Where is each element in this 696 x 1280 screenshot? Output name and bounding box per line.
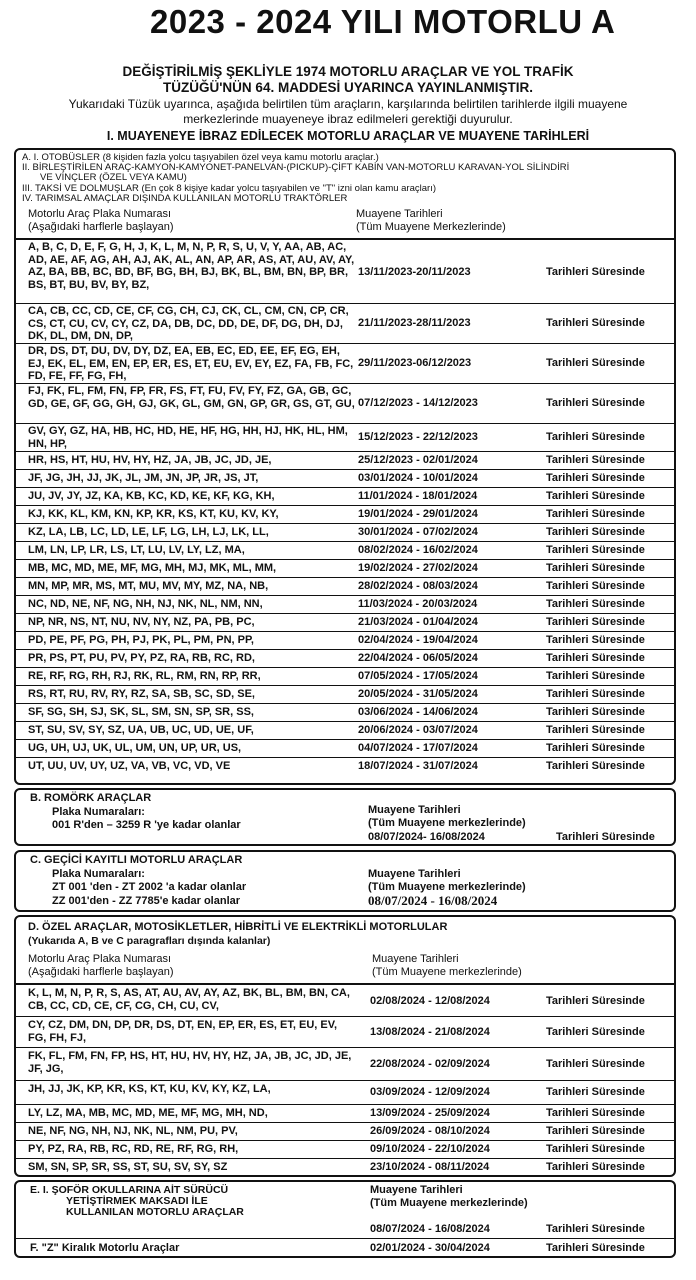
plate-letters: ST, SU, SV, SY, SZ, UA, UB, UC, UD, UE, UF, <box>28 724 254 736</box>
inspection-dates: 29/11/2023-06/12/2023 <box>358 357 472 369</box>
inspection-dates: 26/09/2024 - 08/10/2024 <box>370 1125 490 1137</box>
section-f-suffix: Tarihleri Süresinde <box>546 1242 645 1254</box>
plate-letters: HR, HS, HT, HU, HV, HY, HZ, JA, JB, JC, JD, JE, <box>28 454 272 466</box>
table-row <box>16 487 674 505</box>
table-row <box>16 1104 674 1122</box>
section-d-header-plates-2: (Aşağıdaki harflerle başlayan) <box>28 966 174 978</box>
dates-suffix: Tarihleri Süresinde <box>546 508 645 520</box>
table-row <box>16 667 674 685</box>
header-plates <box>28 208 174 234</box>
table-row <box>16 595 674 613</box>
plate-letters: NC, ND, NE, NF, NG, NH, NJ, NK, NL, NM, NN, <box>28 598 263 610</box>
section-e-header-2: (Tüm Muayene merkezlerinde) <box>370 1197 528 1209</box>
inspection-dates: 15/12/2023 - 22/12/2023 <box>358 431 478 443</box>
inspection-dates: 28/02/2024 - 08/03/2024 <box>358 580 478 592</box>
table-row <box>16 238 674 303</box>
subtitle-line-2: TÜZÜĞÜ'NÜN 64. MADDESİ UYARINCA YAYINLANMIŞTIR. <box>162 80 533 95</box>
section-e-suffix: Tarihleri Süresinde <box>546 1223 645 1235</box>
page-title: 2023 - 2024 YILI MOTORLU A <box>150 3 616 40</box>
subtitle-line-1: DEĞİŞTİRİLMİŞ ŞEKLİYLE 1974 MOTORLU ARAÇLAR VE YOL TRAFİK <box>122 64 574 79</box>
dates-suffix: Tarihleri Süresinde <box>546 472 645 484</box>
inspection-dates: 02/08/2024 - 12/08/2024 <box>370 995 490 1007</box>
section-e-box <box>14 1180 676 1258</box>
table-row <box>16 983 674 1016</box>
dates-suffix: Tarihleri Süresinde <box>546 760 645 772</box>
section-c-label: Plaka Numaraları: <box>52 868 145 880</box>
table-row <box>16 649 674 667</box>
inspection-dates: 21/03/2024 - 01/04/2024 <box>358 616 478 628</box>
section-d-header-plates-1: Motorlu Araç Plaka Numarası <box>28 953 172 965</box>
header-dates-line-1: Muayene Tarihleri <box>356 208 443 220</box>
dates-suffix: Tarihleri Süresinde <box>546 598 645 610</box>
dates-suffix: Tarihleri Süresinde <box>546 317 645 329</box>
inspection-dates: 07/05/2024 - 17/05/2024 <box>358 670 478 682</box>
plate-letters: PY, PZ, RA, RB, RC, RD, RE, RF, RG, RH, <box>28 1143 239 1155</box>
plate-letters: SM, SN, SP, SR, SS, ST, SU, SV, SY, SZ <box>28 1161 228 1173</box>
table-row <box>16 613 674 631</box>
inspection-dates: 13/09/2024 - 25/09/2024 <box>370 1107 490 1119</box>
section-heading: I. MUAYENEYE İBRAZ EDİLECEK MOTORLU ARAÇLAR VE MUAYENE TARİHLERİ <box>106 129 590 143</box>
inspection-dates: 03/01/2024 - 10/01/2024 <box>358 472 478 484</box>
table-row <box>16 523 674 541</box>
section-e-title-2: YETİŞTİRMEK MAKSADI İLE <box>66 1195 208 1207</box>
inspection-dates: 23/10/2024 - 08/11/2024 <box>370 1161 490 1173</box>
section-c-range-1: ZT 001 'den - ZT 2002 'a kadar olanlar <box>52 881 247 893</box>
inspection-dates: 04/07/2024 - 17/07/2024 <box>358 742 478 754</box>
section-e-title-3: KULLANILAN MOTORLU ARAÇLAR <box>66 1206 244 1218</box>
section-f-dates: 02/01/2024 - 30/04/2024 <box>370 1242 490 1254</box>
inspection-dates: 19/01/2024 - 29/01/2024 <box>358 508 478 520</box>
inspection-dates: 22/08/2024 - 02/09/2024 <box>370 1058 490 1070</box>
header-dates <box>356 208 506 234</box>
table-row <box>16 685 674 703</box>
plate-letters: MN, MP, MR, MS, MT, MU, MV, MY, MZ, NA, NB, <box>28 580 269 592</box>
table-row <box>16 721 674 739</box>
section-b-suffix: Tarihleri Süresinde <box>556 831 655 843</box>
dates-suffix: Tarihleri Süresinde <box>546 652 645 664</box>
plate-letters: JU, JV, JY, JZ, KA, KB, KC, KD, KE, KF, KG, KH, <box>28 490 275 502</box>
section-d-title: D. ÖZEL ARAÇLAR, MOTOSİKLETLER, HİBRİTLİ VE ELEKTRİKLİ MOTORLULAR <box>28 921 448 933</box>
section-c-range-2: ZZ 001'den - ZZ 7785'e kadar olanlar <box>52 895 241 907</box>
table-row <box>16 631 674 649</box>
table-row <box>16 1122 674 1140</box>
section-c-dates: 08/07/2024 - 16/08/2024 <box>368 893 498 908</box>
plate-letters: JF, JG, JH, JJ, JK, JL, JM, JN, JP, JR, JS, JT, <box>28 472 259 484</box>
dates-suffix: Tarihleri Süresinde <box>546 1125 645 1137</box>
table-row <box>16 1140 674 1158</box>
plate-letters: RE, RF, RG, RH, RJ, RK, RL, RM, RN, RP, RR, <box>28 670 261 682</box>
intro-line-2: merkezlerinde muayeneye ibraz edilmeleri gerektiği duyurulur. <box>183 112 513 126</box>
table-row <box>16 303 674 343</box>
plate-letters: KZ, LA, LB, LC, LD, LE, LF, LG, LH, LJ, LK, LL, <box>28 526 269 538</box>
table-row <box>16 469 674 487</box>
table-row <box>16 343 674 383</box>
inspection-dates: 02/04/2024 - 19/04/2024 <box>358 634 478 646</box>
dates-suffix: Tarihleri Süresinde <box>546 490 645 502</box>
inspection-dates: 30/01/2024 - 07/02/2024 <box>358 526 478 538</box>
table-row <box>16 757 674 775</box>
section-b-header-2: (Tüm Muayene merkezlerinde) <box>368 817 526 829</box>
plate-letters: K, L, M, N, P, R, S, AS, AT, AU, AV, AY, AZ, BK, BL, BM, BN, CA, CB, CC, CD, CE, CF, CG, CH, CU, CV, <box>28 987 350 1012</box>
category-2-continued: VE VİNÇLER (ÖZEL VEYA KAMU) <box>40 172 187 183</box>
plate-letters: FK, FL, FM, FN, FP, HS, HT, HU, HV, HY, HZ, JA, JB, JC, JD, JE, JF, JG, <box>28 1050 352 1075</box>
inspection-dates: 20/06/2024 - 03/07/2024 <box>358 724 478 736</box>
section-f-divider <box>16 1238 674 1239</box>
section-c-header-1: Muayene Tarihleri <box>368 868 461 880</box>
section-d-header-dates-1: Muayene Tarihleri <box>372 953 459 965</box>
plate-letters: PR, PS, PT, PU, PV, PY, PZ, RA, RB, RC, RD, <box>28 652 255 664</box>
plate-letters: RS, RT, RU, RV, RY, RZ, SA, SB, SC, SD, SE, <box>28 688 255 700</box>
inspection-dates: 20/05/2024 - 31/05/2024 <box>358 688 478 700</box>
table-row <box>16 577 674 595</box>
table-row <box>16 1080 674 1104</box>
header-plates-line-2: (Aşağıdaki harflerle başlayan) <box>28 221 174 233</box>
inspection-dates: 22/04/2024 - 06/05/2024 <box>358 652 478 664</box>
dates-suffix: Tarihleri Süresinde <box>546 616 645 628</box>
dates-suffix: Tarihleri Süresinde <box>546 1058 645 1070</box>
plate-letters: FJ, FK, FL, FM, FN, FP, FR, FS, FT, FU, FV, FY, FZ, GA, GB, GC, GD, GE, GF, GG, GH, GJ, GK, GL, GM, GN, GP, GR, GS, GT, GU, <box>28 385 355 410</box>
dates-suffix: Tarihleri Süresinde <box>546 1086 645 1098</box>
dates-suffix: Tarihleri Süresinde <box>546 562 645 574</box>
plate-letters: JH, JJ, JK, KP, KR, KS, KT, KU, KV, KY, KZ, LA, <box>28 1083 271 1095</box>
plate-letters: CY, CZ, DM, DN, DP, DR, DS, DT, EN, EP, ER, ES, ET, EU, EV, FG, FH, FJ, <box>28 1019 338 1044</box>
plate-letters: MB, MC, MD, ME, MF, MG, MH, MJ, MK, ML, MM, <box>28 562 277 574</box>
dates-suffix: Tarihleri Süresinde <box>546 688 645 700</box>
table-row <box>16 423 674 451</box>
table-row <box>16 1047 674 1080</box>
inspection-dates: 13/11/2023-20/11/2023 <box>358 266 471 278</box>
section-b-dates: 08/07/2024- 16/08/2024 <box>368 831 485 843</box>
dates-suffix: Tarihleri Süresinde <box>546 1161 645 1173</box>
header-dates-line-2: (Tüm Muayene Merkezlerinde) <box>356 221 506 233</box>
inspection-dates: 03/06/2024 - 14/06/2024 <box>358 706 478 718</box>
dates-suffix: Tarihleri Süresinde <box>546 1026 645 1038</box>
section-b-label: Plaka Numaraları: <box>52 806 145 818</box>
plate-letters: UT, UU, UV, UY, UZ, VA, VB, VC, VD, VE <box>28 760 231 772</box>
plate-letters: SF, SG, SH, SJ, SK, SL, SM, SN, SP, SR, SS, <box>28 706 254 718</box>
dates-suffix: Tarihleri Süresinde <box>546 580 645 592</box>
section-d-subtitle: (Yukarıda A, B ve C paragrafları dışında kalanlar) <box>28 935 271 947</box>
section-b-range: 001 R'den – 3259 R 'ye kadar olanlar <box>52 819 241 831</box>
plate-letters: KJ, KK, KL, KM, KN, KP, KR, KS, KT, KU, KV, KY, <box>28 508 279 520</box>
inspection-dates: 09/10/2024 - 22/10/2024 <box>370 1143 490 1155</box>
dates-suffix: Tarihleri Süresinde <box>546 357 645 369</box>
plate-letters: NP, NR, NS, NT, NU, NV, NY, NZ, PA, PB, PC, <box>28 616 255 628</box>
table-row <box>16 559 674 577</box>
section-c-title: C. GEÇİCİ KAYITLI MOTORLU ARAÇLAR <box>30 854 243 866</box>
inspection-dates: 19/02/2024 - 27/02/2024 <box>358 562 478 574</box>
section-e-dates: 08/07/2024 - 16/08/2024 <box>370 1223 490 1235</box>
section-b-header-1: Muayene Tarihleri <box>368 804 461 816</box>
inspection-dates: 21/11/2023-28/11/2023 <box>358 317 471 329</box>
dates-suffix: Tarihleri Süresinde <box>546 724 645 736</box>
inspection-dates: 07/12/2023 - 14/12/2023 <box>358 397 478 409</box>
header-plates-line-1: Motorlu Araç Plaka Numarası <box>28 208 172 220</box>
category-2: II. BİRLEŞTİRİLEN ARAÇ-KAMYON-KAMYONET-PANELVAN-(PICKUP)-ÇİFT KABİN VAN-MOTORLU KARAVAN-YOL SİLİNDİRİ <box>22 162 570 173</box>
section-c-box <box>14 850 676 912</box>
inspection-dates: 11/03/2024 - 20/03/2024 <box>358 598 478 610</box>
table-row <box>16 383 674 423</box>
inspection-dates: 13/08/2024 - 21/08/2024 <box>370 1026 490 1038</box>
plate-letters: PD, PE, PF, PG, PH, PJ, PK, PL, PM, PN, PP, <box>28 634 254 646</box>
plate-letters: LY, LZ, MA, MB, MC, MD, ME, MF, MG, MH, ND, <box>28 1107 268 1119</box>
plate-letters: CA, CB, CC, CD, CE, CF, CG, CH, CJ, CK, CL, CM, CN, CP, CR, CS, CT, CU, CV, CY, CZ, DA, DB, DC, DD, DE, DF, DG, DH, DJ, DK, DL, DM, DN, DP, <box>28 305 349 343</box>
plate-letters: GV, GY, GZ, HA, HB, HC, HD, HE, HF, HG, HH, HJ, HK, HL, HM, HN, HP, <box>28 425 348 450</box>
plate-letters: UG, UH, UJ, UK, UL, UM, UN, UP, UR, US, <box>28 742 242 754</box>
table-row <box>16 703 674 721</box>
category-3: III. TAKSİ VE DOLMUŞLAR (En çok 8 kişiye kadar yolcu taşıyabilen ve "T" izni olan kamu araçları) <box>22 183 436 194</box>
table-row <box>16 739 674 757</box>
table-row <box>16 505 674 523</box>
section-b-box <box>14 788 676 846</box>
dates-suffix: Tarihleri Süresinde <box>546 1107 645 1119</box>
inspection-dates: 18/07/2024 - 31/07/2024 <box>358 760 478 772</box>
inspection-dates: 08/02/2024 - 16/02/2024 <box>358 544 478 556</box>
plate-letters: LM, LN, LP, LR, LS, LT, LU, LV, LY, LZ, MA, <box>28 544 245 556</box>
section-d-header-dates-2: (Tüm Muayene merkezlerinde) <box>372 966 522 978</box>
dates-suffix: Tarihleri Süresinde <box>546 431 645 443</box>
dates-suffix: Tarihleri Süresinde <box>546 670 645 682</box>
section-e-title-1: E. I. ŞOFÖR OKULLARINA AİT SÜRÜCÜ <box>30 1184 229 1196</box>
section-d-box <box>14 915 676 1177</box>
inspection-dates: 25/12/2023 - 02/01/2024 <box>358 454 478 466</box>
dates-suffix: Tarihleri Süresinde <box>546 397 645 409</box>
dates-suffix: Tarihleri Süresinde <box>546 995 645 1007</box>
category-1: A. I. OTOBÜSLER (8 kişiden fazla yolcu taşıyabilen özel veya kamu motorlu araçlar.) <box>22 152 379 163</box>
inspection-dates: 03/09/2024 - 12/09/2024 <box>370 1086 490 1098</box>
category-4: IV. TARIMSAL AMAÇLAR DIŞINDA KULLANILAN MOTORLU TRAKTÖRLER <box>22 193 348 204</box>
dates-suffix: Tarihleri Süresinde <box>546 454 645 466</box>
table-row <box>16 1158 674 1176</box>
plate-letters: DR, DS, DT, DU, DV, DY, DZ, EA, EB, EC, ED, EE, EF, EG, EH, EJ, EK, EL, EM, EN, EP, ER, ES, ET, EU, EV, EY, EZ, FA, FB, FC, FD, FE, FF, FG, FH, <box>28 345 354 383</box>
intro-line-1: Yukarıdaki Tüzük uyarınca, aşağıda belirtilen tüm araçların, karşılarında belirtilen tarihlerde ilgili muayene <box>68 97 628 111</box>
section-e-header-1: Muayene Tarihleri <box>370 1184 463 1196</box>
section-c-header-2: (Tüm Muayene merkezlerinde) <box>368 881 526 893</box>
dates-suffix: Tarihleri Süresinde <box>546 634 645 646</box>
table-row <box>16 451 674 469</box>
plate-letters: NE, NF, NG, NH, NJ, NK, NL, NM, PU, PV, <box>28 1125 238 1137</box>
dates-suffix: Tarihleri Süresinde <box>546 706 645 718</box>
dates-suffix: Tarihleri Süresinde <box>546 544 645 556</box>
section-b-title: B. ROMÖRK ARAÇLAR <box>30 792 152 804</box>
dates-suffix: Tarihleri Süresinde <box>546 742 645 754</box>
dates-suffix: Tarihleri Süresinde <box>546 266 645 278</box>
dates-suffix: Tarihleri Süresinde <box>546 526 645 538</box>
inspection-dates: 11/01/2024 - 18/01/2024 <box>358 490 478 502</box>
plate-letters: A, B, C, D, E, F, G, H, J, K, L, M, N, P, R, S, U, V, Y, AA, AB, AC, AD, AE, AF, AG, AH, AJ, AK, AL, AN, AP, AR, AS, AT, AU, AV, AY, AZ, BA, BB, BC, BD, BF, BG, BH, BJ, BK, BL, BM, BN, BP, BR, BS, BT, BU, BV, BY, BZ, <box>28 241 355 291</box>
table-row <box>16 1016 674 1047</box>
dates-suffix: Tarihleri Süresinde <box>546 1143 645 1155</box>
table-row <box>16 541 674 559</box>
section-a-box <box>14 148 676 785</box>
section-f-title: F. "Z" Kiralık Motorlu Araçlar <box>30 1242 180 1254</box>
